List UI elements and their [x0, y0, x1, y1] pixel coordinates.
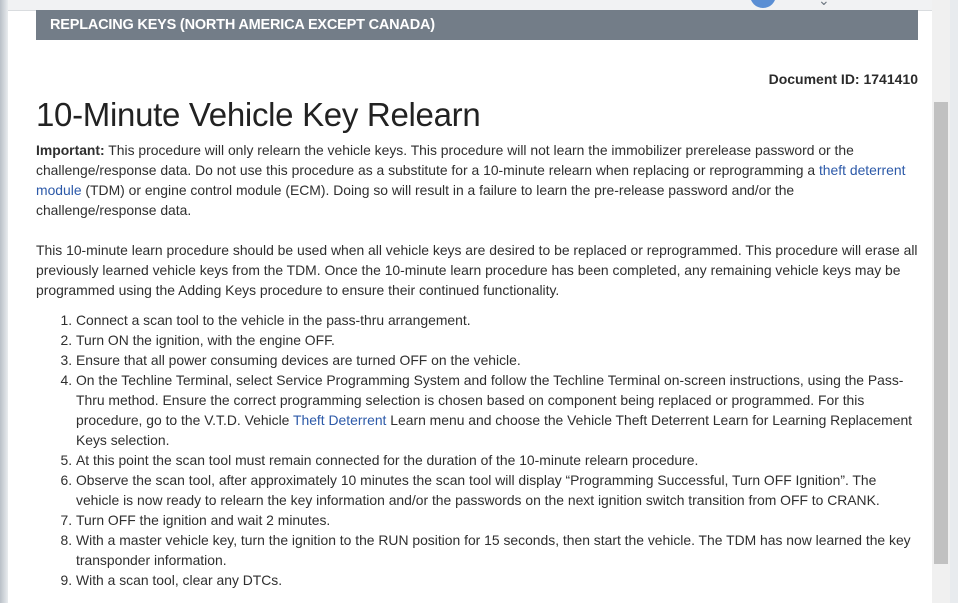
document-id [769, 71, 918, 87]
step-9: 9. With a scan tool, clear any DTCs. [76, 570, 918, 590]
step-3: 3. Ensure that all power consuming devices are turned OFF on the vehicle. [76, 350, 918, 370]
document-id-label: Document ID: [768, 71, 860, 87]
step-4 [76, 370, 918, 450]
section-header: REPLACING KEYS (NORTH AMERICA EXCEPT CANADA) [36, 10, 918, 40]
step-4-text-a: On the Techline Terminal, select Service Programming System and follow the Techline Terminal on-screen instructions, using the Pass-Thru method. Ensure the correct programming selection is chosen based on component being replaced or programmed. For this procedure, go to the V.T.D. Vehicle [76, 372, 904, 428]
step-8: 8. With a master vehicle key, turn the ignition to the RUN position for 15 seconds, then start the vehicle. The TDM has now learned the key transponder information. [76, 530, 918, 570]
right-window-edge [950, 0, 958, 603]
intro-paragraph: This 10-minute learn procedure should be used when all vehicle keys are desired to be replaced or reprogrammed. This procedure will erase all previously learned vehicle keys from the TDM. Once the 10-minute learn procedure has been completed, any remaining vehicle keys may be programmed using the Adding Keys procedure to ensure their continued functionality. [36, 242, 918, 298]
important-label: Important: [36, 142, 105, 158]
procedure-steps [36, 310, 918, 590]
important-note [36, 140, 918, 220]
scrollbar-thumb[interactable] [934, 102, 948, 564]
theft-deterrent-link[interactable]: Theft Deterrent [293, 412, 387, 428]
important-text-2: (TDM) or engine control module (ECM). Doing so will result in a failure to learn the pre-release password and/or the challenge/response data. [36, 182, 795, 218]
step-2: 2. Turn ON the ignition, with the engine OFF. [76, 330, 918, 350]
left-window-edge [0, 0, 8, 603]
page-title: 10-Minute Vehicle Key Relearn [36, 96, 481, 133]
theft-deterrent-module-link[interactable]: theft deterrent module [36, 162, 906, 198]
document-id-value: 1741410 [863, 71, 918, 87]
step-4-text-b: Learn menu and choose the Vehicle Theft Deterrent Learn for Learning Replacement Keys selection. [76, 412, 913, 448]
step-6: 6. Observe the scan tool, after approximately 10 minutes the scan tool will display “Programming Successful, Turn OFF Ignition”. The vehicle is now ready to relearn the key information and/or the passwords on the next ignition switch transition from OFF to CRANK. [76, 470, 918, 510]
chevron-down-icon[interactable]: ⌄ [818, 0, 830, 8]
procedure-body [36, 140, 918, 590]
step-7: 7. Turn OFF the ignition and wait 2 minutes. [76, 510, 918, 530]
step-1: 1. Connect a scan tool to the vehicle in the pass-thru arrangement. [76, 310, 918, 330]
step-5: 5. At this point the scan tool must remain connected for the duration of the 10-minute relearn procedure. [76, 450, 918, 470]
important-text-1: This procedure will only relearn the vehicle keys. This procedure will not learn the immobilizer prerelease password or the challenge/response data. Do not use this procedure as a substitute for a 10-minute relearn when replacing or reprogramming a [36, 142, 854, 178]
